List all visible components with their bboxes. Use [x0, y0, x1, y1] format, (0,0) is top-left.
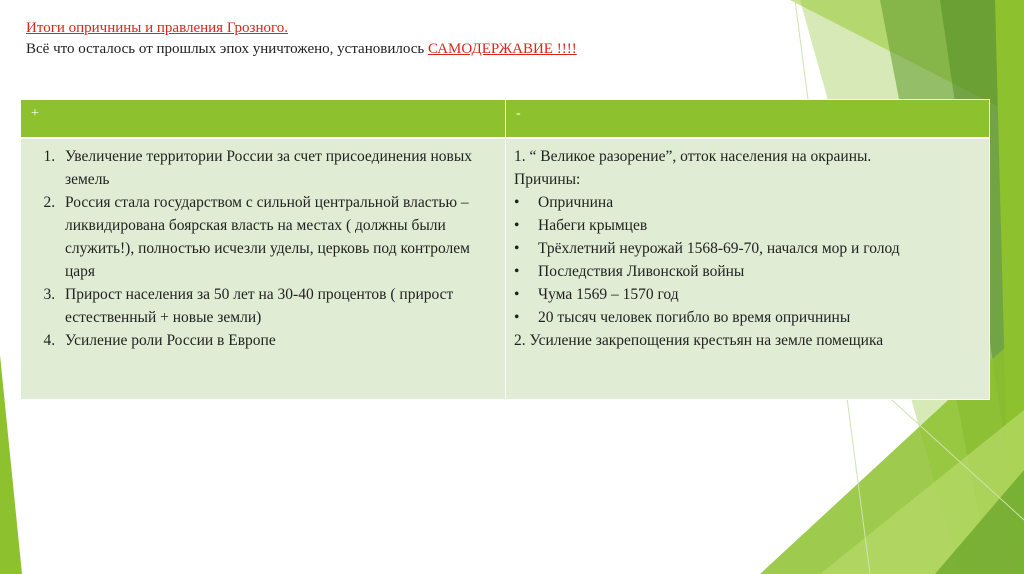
- plus-list: [29, 145, 497, 352]
- list-item: • Опричнина: [538, 191, 981, 214]
- results-table: [20, 99, 990, 400]
- slide-subtitle: [26, 40, 786, 59]
- slide-title: Итоги опричнины и правления Грозного.: [26, 20, 289, 36]
- list-item: • 20 тысяч человек погибло во время опричнины: [538, 306, 981, 329]
- table-row: [21, 138, 990, 400]
- list-item: 4. Усиление роли России в Европе: [59, 329, 497, 352]
- plus-cell: [21, 138, 506, 400]
- list-item: 2. Россия стала государством с сильной центральной властью – ликвидирована боярская власть на местах ( должны были служить!), полностью исчезли уделы, церковь под контролем царя: [59, 191, 497, 283]
- list-item: • Трёхлетний неурожай 1568-69-70, начался мор и голод: [538, 237, 981, 260]
- list-item: 3. Прирост населения за 50 лет на 30-40 процентов ( прирост естественный + новые земли): [59, 283, 497, 329]
- minus-point-1: 1. “ Великое разорение”, отток населения на окраины.: [514, 147, 872, 165]
- reasons-list: [514, 191, 981, 329]
- header-minus: -: [506, 100, 990, 138]
- list-item: • Набеги крымцев: [538, 214, 981, 237]
- title-block: [26, 19, 786, 59]
- list-item: • Последствия Ливонской войны: [538, 260, 981, 283]
- table-header-row: [21, 100, 990, 138]
- minus-cell: [506, 138, 990, 400]
- reasons-label: Причины:: [514, 170, 581, 188]
- subtitle-highlight: САМОДЕРЖАВИЕ !!!!: [427, 41, 577, 57]
- minus-point-2: 2. Усиление закрепощения крестьян на земле помещика: [514, 331, 884, 349]
- list-item: • Чума 1569 – 1570 год: [538, 283, 981, 306]
- subtitle-text: Всё что осталось от прошлых эпох уничтожено, установилось: [26, 41, 428, 57]
- header-plus: +: [21, 100, 506, 138]
- list-item: 1. Увеличение территории России за счет присоединения новых земель: [59, 145, 497, 191]
